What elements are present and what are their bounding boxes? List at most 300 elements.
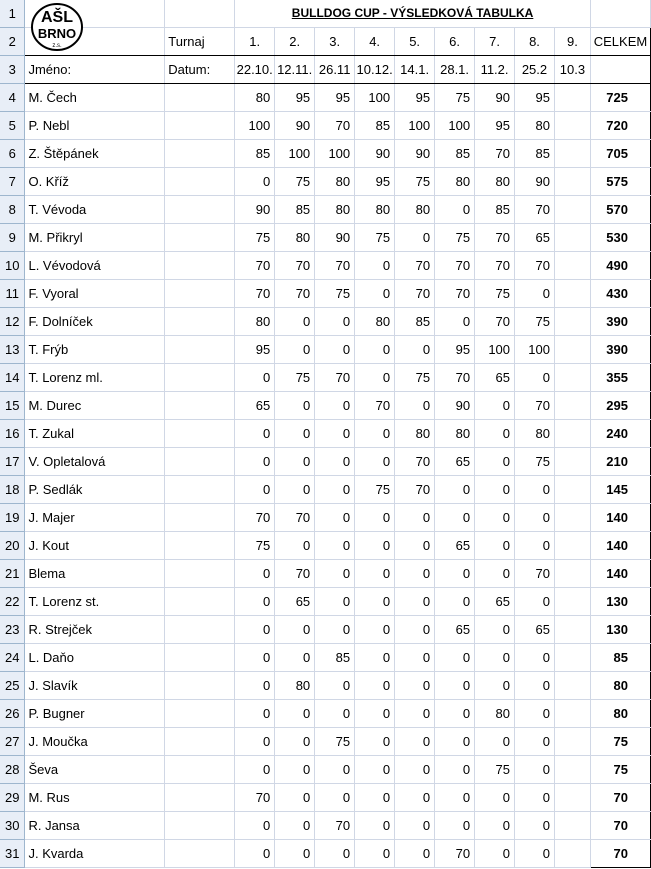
score-cell[interactable] [554, 616, 590, 644]
row-header[interactable]: 13 [0, 336, 25, 364]
row-header[interactable]: 15 [0, 392, 25, 420]
score-cell[interactable]: 0 [395, 560, 435, 588]
score-cell[interactable]: 70 [435, 840, 475, 868]
score-cell[interactable]: 0 [235, 700, 275, 728]
score-cell[interactable]: 0 [315, 308, 355, 336]
score-cell[interactable]: 0 [355, 364, 395, 392]
row-header[interactable]: 18 [0, 476, 25, 504]
score-cell[interactable]: 95 [515, 84, 555, 112]
round-date[interactable]: 10.12. [355, 56, 395, 84]
score-cell[interactable]: 70 [435, 280, 475, 308]
score-cell[interactable]: 65 [235, 392, 275, 420]
score-cell[interactable] [554, 756, 590, 784]
score-cell[interactable]: 100 [355, 84, 395, 112]
score-cell[interactable]: 0 [315, 392, 355, 420]
score-cell[interactable]: 0 [475, 392, 515, 420]
player-name[interactable]: O. Kříž [25, 168, 165, 196]
score-cell[interactable]: 0 [235, 728, 275, 756]
round-header[interactable]: 6. [435, 28, 475, 56]
cell[interactable] [165, 756, 235, 784]
score-cell[interactable]: 0 [275, 644, 315, 672]
score-cell[interactable]: 0 [355, 644, 395, 672]
score-cell[interactable] [554, 700, 590, 728]
player-name[interactable]: J. Kout [25, 532, 165, 560]
score-cell[interactable]: 0 [475, 504, 515, 532]
cell[interactable] [165, 364, 235, 392]
cell[interactable] [165, 224, 235, 252]
total-cell[interactable]: 295 [590, 392, 650, 420]
score-cell[interactable]: 0 [395, 336, 435, 364]
score-cell[interactable]: 80 [315, 196, 355, 224]
score-cell[interactable]: 90 [355, 140, 395, 168]
score-cell[interactable]: 80 [435, 420, 475, 448]
score-cell[interactable] [554, 112, 590, 140]
total-cell[interactable]: 140 [590, 504, 650, 532]
row-header[interactable]: 28 [0, 756, 25, 784]
player-name[interactable]: L. Vévodová [25, 252, 165, 280]
row-header[interactable]: 23 [0, 616, 25, 644]
player-name[interactable]: P. Nebl [25, 112, 165, 140]
score-cell[interactable] [554, 588, 590, 616]
score-cell[interactable]: 65 [475, 588, 515, 616]
row-header[interactable]: 20 [0, 532, 25, 560]
score-cell[interactable] [554, 532, 590, 560]
score-cell[interactable]: 0 [315, 448, 355, 476]
score-cell[interactable]: 70 [235, 504, 275, 532]
cell[interactable] [165, 280, 235, 308]
celkem-header[interactable]: CELKEM [590, 28, 650, 56]
score-cell[interactable]: 0 [235, 476, 275, 504]
score-cell[interactable]: 85 [275, 196, 315, 224]
score-cell[interactable]: 80 [435, 168, 475, 196]
score-cell[interactable]: 90 [315, 224, 355, 252]
score-cell[interactable]: 90 [435, 392, 475, 420]
score-cell[interactable]: 0 [315, 588, 355, 616]
cell[interactable] [590, 0, 650, 28]
score-cell[interactable]: 0 [355, 588, 395, 616]
cell[interactable] [165, 532, 235, 560]
score-cell[interactable]: 90 [275, 112, 315, 140]
score-cell[interactable]: 75 [395, 364, 435, 392]
score-cell[interactable]: 70 [475, 140, 515, 168]
score-cell[interactable]: 0 [235, 448, 275, 476]
score-cell[interactable]: 0 [275, 476, 315, 504]
score-cell[interactable]: 0 [515, 504, 555, 532]
score-cell[interactable]: 0 [515, 588, 555, 616]
score-cell[interactable]: 75 [275, 364, 315, 392]
row-header[interactable]: 26 [0, 700, 25, 728]
total-cell[interactable]: 140 [590, 560, 650, 588]
score-cell[interactable]: 0 [475, 560, 515, 588]
score-cell[interactable]: 0 [395, 504, 435, 532]
cell[interactable] [165, 560, 235, 588]
score-cell[interactable]: 70 [395, 280, 435, 308]
score-cell[interactable]: 0 [275, 420, 315, 448]
player-name[interactable]: T. Vévoda [25, 196, 165, 224]
total-cell[interactable]: 70 [590, 840, 650, 868]
score-cell[interactable] [554, 196, 590, 224]
score-cell[interactable]: 0 [395, 700, 435, 728]
row-header[interactable]: 3 [0, 56, 25, 84]
row-header[interactable]: 12 [0, 308, 25, 336]
score-cell[interactable]: 0 [395, 616, 435, 644]
score-cell[interactable]: 75 [275, 168, 315, 196]
score-cell[interactable]: 65 [275, 588, 315, 616]
score-cell[interactable]: 0 [475, 672, 515, 700]
total-cell[interactable]: 80 [590, 672, 650, 700]
total-cell[interactable]: 705 [590, 140, 650, 168]
score-cell[interactable]: 85 [435, 140, 475, 168]
total-cell[interactable]: 130 [590, 588, 650, 616]
score-cell[interactable]: 0 [475, 812, 515, 840]
round-header[interactable]: 4. [355, 28, 395, 56]
score-cell[interactable]: 0 [435, 644, 475, 672]
score-cell[interactable]: 0 [275, 728, 315, 756]
score-cell[interactable]: 0 [475, 532, 515, 560]
score-cell[interactable]: 0 [235, 364, 275, 392]
round-date[interactable]: 14.1. [395, 56, 435, 84]
score-cell[interactable]: 0 [475, 784, 515, 812]
score-cell[interactable]: 0 [275, 840, 315, 868]
round-header[interactable]: 1. [235, 28, 275, 56]
row-header[interactable]: 10 [0, 252, 25, 280]
row-header[interactable]: 14 [0, 364, 25, 392]
score-cell[interactable]: 0 [435, 588, 475, 616]
score-cell[interactable] [554, 476, 590, 504]
cell[interactable] [165, 168, 235, 196]
score-cell[interactable]: 0 [275, 308, 315, 336]
score-cell[interactable]: 0 [355, 420, 395, 448]
score-cell[interactable]: 0 [395, 840, 435, 868]
score-cell[interactable]: 0 [235, 672, 275, 700]
row-header[interactable]: 24 [0, 644, 25, 672]
score-cell[interactable]: 0 [515, 840, 555, 868]
row-header[interactable]: 4 [0, 84, 25, 112]
score-cell[interactable] [554, 364, 590, 392]
score-cell[interactable]: 0 [395, 784, 435, 812]
total-cell[interactable]: 240 [590, 420, 650, 448]
score-cell[interactable] [554, 140, 590, 168]
score-cell[interactable]: 0 [355, 756, 395, 784]
score-cell[interactable]: 70 [515, 560, 555, 588]
score-cell[interactable]: 0 [515, 644, 555, 672]
score-cell[interactable]: 0 [315, 420, 355, 448]
score-cell[interactable]: 75 [515, 308, 555, 336]
cell[interactable] [590, 56, 650, 84]
score-cell[interactable]: 0 [315, 532, 355, 560]
score-cell[interactable]: 95 [315, 84, 355, 112]
player-name[interactable]: L. Daňo [25, 644, 165, 672]
score-cell[interactable]: 70 [475, 308, 515, 336]
score-cell[interactable]: 0 [395, 644, 435, 672]
cell[interactable] [165, 588, 235, 616]
score-cell[interactable]: 95 [395, 84, 435, 112]
cell[interactable] [165, 140, 235, 168]
score-cell[interactable]: 80 [355, 196, 395, 224]
score-cell[interactable]: 95 [475, 112, 515, 140]
score-cell[interactable]: 90 [475, 84, 515, 112]
cell[interactable] [165, 616, 235, 644]
row-header[interactable]: 30 [0, 812, 25, 840]
score-cell[interactable]: 0 [395, 532, 435, 560]
round-date[interactable]: 11.2. [475, 56, 515, 84]
player-name[interactable]: M. Rus [25, 784, 165, 812]
score-cell[interactable]: 0 [515, 756, 555, 784]
score-cell[interactable]: 70 [275, 280, 315, 308]
score-cell[interactable]: 70 [315, 112, 355, 140]
score-cell[interactable]: 80 [235, 84, 275, 112]
score-cell[interactable]: 95 [235, 336, 275, 364]
score-cell[interactable]: 0 [395, 672, 435, 700]
score-cell[interactable]: 80 [355, 308, 395, 336]
score-cell[interactable]: 0 [395, 812, 435, 840]
score-cell[interactable]: 0 [355, 504, 395, 532]
score-cell[interactable]: 70 [275, 504, 315, 532]
total-cell[interactable]: 70 [590, 812, 650, 840]
score-cell[interactable] [554, 392, 590, 420]
score-cell[interactable]: 0 [515, 700, 555, 728]
score-cell[interactable] [554, 504, 590, 532]
player-name[interactable]: T. Lorenz st. [25, 588, 165, 616]
score-cell[interactable]: 70 [395, 448, 435, 476]
total-cell[interactable]: 490 [590, 252, 650, 280]
score-cell[interactable]: 70 [315, 364, 355, 392]
score-cell[interactable]: 75 [435, 84, 475, 112]
score-cell[interactable]: 0 [275, 448, 315, 476]
score-cell[interactable]: 0 [475, 644, 515, 672]
score-cell[interactable]: 85 [475, 196, 515, 224]
score-cell[interactable]: 80 [395, 420, 435, 448]
score-cell[interactable]: 75 [475, 280, 515, 308]
score-cell[interactable]: 0 [315, 756, 355, 784]
round-header[interactable]: 5. [395, 28, 435, 56]
score-cell[interactable]: 100 [275, 140, 315, 168]
score-cell[interactable] [554, 224, 590, 252]
player-name[interactable]: M. Čech [25, 84, 165, 112]
score-cell[interactable]: 0 [395, 588, 435, 616]
round-header[interactable]: 9. [554, 28, 590, 56]
cell[interactable] [165, 700, 235, 728]
row-header[interactable]: 21 [0, 560, 25, 588]
score-cell[interactable]: 0 [355, 700, 395, 728]
total-cell[interactable]: 390 [590, 308, 650, 336]
round-header[interactable]: 3. [315, 28, 355, 56]
score-cell[interactable]: 0 [315, 476, 355, 504]
total-cell[interactable]: 575 [590, 168, 650, 196]
player-name[interactable]: F. Vyoral [25, 280, 165, 308]
round-date[interactable]: 22.10. [235, 56, 275, 84]
score-cell[interactable]: 0 [515, 672, 555, 700]
score-cell[interactable]: 75 [395, 168, 435, 196]
score-cell[interactable]: 0 [475, 840, 515, 868]
row-header[interactable]: 29 [0, 784, 25, 812]
score-cell[interactable]: 75 [435, 224, 475, 252]
total-cell[interactable]: 80 [590, 700, 650, 728]
score-cell[interactable]: 70 [235, 784, 275, 812]
score-cell[interactable]: 0 [435, 784, 475, 812]
score-cell[interactable]: 0 [515, 812, 555, 840]
score-cell[interactable]: 100 [475, 336, 515, 364]
score-cell[interactable]: 0 [355, 784, 395, 812]
row-header[interactable]: 19 [0, 504, 25, 532]
score-cell[interactable]: 0 [515, 532, 555, 560]
score-cell[interactable] [554, 336, 590, 364]
score-cell[interactable]: 100 [315, 140, 355, 168]
player-name[interactable]: Ševa [25, 756, 165, 784]
total-cell[interactable]: 75 [590, 728, 650, 756]
cell[interactable] [165, 672, 235, 700]
score-cell[interactable]: 0 [435, 476, 475, 504]
player-name[interactable]: F. Dolníček [25, 308, 165, 336]
row-header[interactable]: 1 [0, 0, 25, 28]
cell[interactable] [165, 784, 235, 812]
score-cell[interactable]: 70 [515, 196, 555, 224]
score-cell[interactable]: 0 [275, 392, 315, 420]
round-date[interactable]: 25.2 [515, 56, 555, 84]
round-date[interactable]: 12.11. [275, 56, 315, 84]
score-cell[interactable] [554, 252, 590, 280]
cell[interactable] [165, 448, 235, 476]
score-cell[interactable]: 100 [395, 112, 435, 140]
score-cell[interactable]: 0 [435, 504, 475, 532]
cell[interactable] [165, 0, 235, 28]
round-header[interactable]: 2. [275, 28, 315, 56]
score-cell[interactable] [554, 644, 590, 672]
player-name[interactable]: J. Majer [25, 504, 165, 532]
row-header[interactable]: 11 [0, 280, 25, 308]
score-cell[interactable]: 0 [235, 812, 275, 840]
score-cell[interactable]: 0 [395, 224, 435, 252]
score-cell[interactable]: 70 [315, 252, 355, 280]
score-cell[interactable]: 75 [515, 448, 555, 476]
score-cell[interactable]: 70 [355, 392, 395, 420]
row-header[interactable]: 27 [0, 728, 25, 756]
score-cell[interactable]: 70 [515, 392, 555, 420]
cell[interactable] [165, 196, 235, 224]
cell[interactable] [165, 812, 235, 840]
score-cell[interactable]: 85 [395, 308, 435, 336]
total-cell[interactable]: 145 [590, 476, 650, 504]
cell[interactable] [165, 392, 235, 420]
player-name[interactable]: Blema [25, 560, 165, 588]
score-cell[interactable]: 70 [315, 812, 355, 840]
score-cell[interactable] [554, 728, 590, 756]
score-cell[interactable]: 0 [475, 616, 515, 644]
total-cell[interactable]: 355 [590, 364, 650, 392]
score-cell[interactable]: 85 [235, 140, 275, 168]
total-cell[interactable]: 210 [590, 448, 650, 476]
score-cell[interactable]: 70 [395, 252, 435, 280]
score-cell[interactable]: 70 [275, 252, 315, 280]
score-cell[interactable]: 95 [275, 84, 315, 112]
player-name[interactable]: J. Kvarda [25, 840, 165, 868]
player-name[interactable]: V. Opletalová [25, 448, 165, 476]
score-cell[interactable]: 0 [315, 560, 355, 588]
score-cell[interactable] [554, 168, 590, 196]
cell[interactable] [165, 252, 235, 280]
score-cell[interactable]: 0 [235, 840, 275, 868]
round-date[interactable]: 10.3 [554, 56, 590, 84]
score-cell[interactable]: 0 [235, 560, 275, 588]
score-cell[interactable]: 0 [315, 784, 355, 812]
player-name[interactable]: P. Bugner [25, 700, 165, 728]
score-cell[interactable]: 65 [435, 448, 475, 476]
score-cell[interactable]: 100 [235, 112, 275, 140]
row-header[interactable]: 17 [0, 448, 25, 476]
cell[interactable] [165, 728, 235, 756]
cell[interactable] [165, 308, 235, 336]
score-cell[interactable]: 85 [515, 140, 555, 168]
player-name[interactable]: M. Přikryl [25, 224, 165, 252]
total-cell[interactable]: 85 [590, 644, 650, 672]
score-cell[interactable] [554, 84, 590, 112]
player-name[interactable]: T. Lorenz ml. [25, 364, 165, 392]
score-cell[interactable]: 0 [275, 784, 315, 812]
player-name[interactable]: T. Frýb [25, 336, 165, 364]
score-cell[interactable]: 80 [515, 112, 555, 140]
score-cell[interactable]: 80 [395, 196, 435, 224]
score-cell[interactable]: 0 [435, 196, 475, 224]
score-cell[interactable]: 100 [515, 336, 555, 364]
score-cell[interactable]: 0 [435, 812, 475, 840]
score-cell[interactable]: 65 [515, 616, 555, 644]
score-cell[interactable] [554, 840, 590, 868]
score-cell[interactable]: 0 [275, 616, 315, 644]
score-cell[interactable]: 85 [315, 644, 355, 672]
score-cell[interactable]: 0 [435, 700, 475, 728]
score-cell[interactable]: 70 [435, 252, 475, 280]
score-cell[interactable]: 75 [315, 728, 355, 756]
score-cell[interactable]: 0 [435, 756, 475, 784]
score-cell[interactable]: 80 [275, 672, 315, 700]
score-cell[interactable] [554, 784, 590, 812]
row-header[interactable]: 9 [0, 224, 25, 252]
player-name[interactable]: M. Durec [25, 392, 165, 420]
row-header[interactable]: 5 [0, 112, 25, 140]
row-header[interactable]: 7 [0, 168, 25, 196]
cell[interactable] [165, 420, 235, 448]
score-cell[interactable]: 0 [515, 728, 555, 756]
score-cell[interactable]: 70 [475, 252, 515, 280]
score-cell[interactable]: 70 [435, 364, 475, 392]
score-cell[interactable] [554, 308, 590, 336]
score-cell[interactable]: 0 [275, 336, 315, 364]
cell[interactable] [165, 840, 235, 868]
score-cell[interactable] [554, 420, 590, 448]
score-cell[interactable]: 0 [315, 672, 355, 700]
score-cell[interactable]: 75 [475, 756, 515, 784]
score-cell[interactable]: 65 [475, 364, 515, 392]
score-cell[interactable]: 0 [515, 280, 555, 308]
score-cell[interactable]: 100 [435, 112, 475, 140]
score-cell[interactable]: 0 [315, 700, 355, 728]
score-cell[interactable]: 70 [235, 252, 275, 280]
score-cell[interactable]: 0 [395, 756, 435, 784]
score-cell[interactable]: 75 [315, 280, 355, 308]
score-cell[interactable]: 80 [475, 168, 515, 196]
total-cell[interactable]: 75 [590, 756, 650, 784]
score-cell[interactable]: 0 [435, 308, 475, 336]
score-cell[interactable]: 0 [235, 168, 275, 196]
score-cell[interactable]: 0 [395, 728, 435, 756]
score-cell[interactable]: 0 [235, 756, 275, 784]
cell[interactable] [165, 476, 235, 504]
score-cell[interactable]: 80 [515, 420, 555, 448]
score-cell[interactable]: 80 [275, 224, 315, 252]
score-cell[interactable]: 0 [355, 728, 395, 756]
score-cell[interactable]: 65 [515, 224, 555, 252]
score-cell[interactable]: 80 [315, 168, 355, 196]
